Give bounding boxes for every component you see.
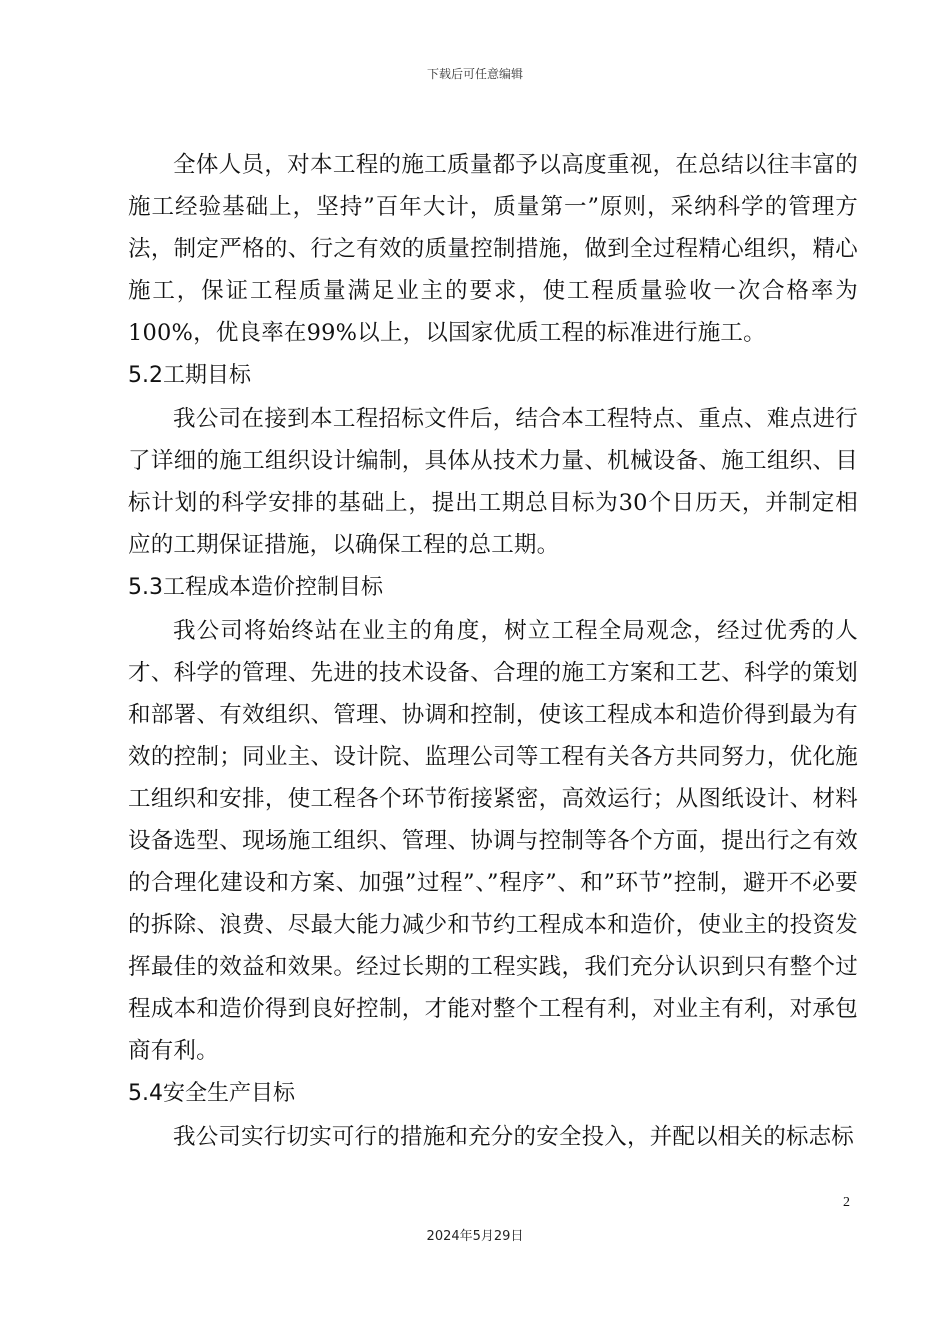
page-header: 下载后可任意编辑	[426, 67, 523, 81]
section-heading-schedule: 5.2工期目标	[128, 363, 251, 388]
intro-paragraph: 全体人员，对本工程的施工质量都予以高度重视，在总结以往丰富的施工经验基础上，坚持”百年大计，质量第一”原则，采纳科学的管理方法，制定严格的、行之有效的质量控制措施，做到全过程精心组织，精心施工，保证工程质量满足业主的要求，使工程质量验收一次合格率为100%，优良率在99%以上，以国家优质工程的标准进行施工。	[128, 152, 858, 346]
cost-paragraph: 我公司将始终站在业主的角度，树立工程全局观念，经过优秀的人才、科学的管理、先进的技术设备、合理的施工方案和工艺、科学的策划和部署、有效组织、管理、协调和控制，使该工程成本和造价得到最为有效的控制；同业主、设计院、监理公司等工程有关各方共同努力，优化施工组织和安排，使工程各个环节衔接紧密，高效运行；从图纸设计、材料设备选型、现场施工组织、管理、协调与控制等各个方面，提出行之有效的合理化建设和方案、加强”过程”、”程序”、和”环节”控制，避开不必要的拆除、浪费、尽最大能力减少和节约工程成本和造价，使业主的投资发挥最佳的效益和效果。经过长期的工程实践，我们充分认识到只有整个过程成本和造价得到良好控制，才能对整个工程有利，对业主有利，对承包商有利。	[128, 618, 858, 1064]
page-number: 2	[843, 1195, 850, 1210]
schedule-paragraph: 我公司在接到本工程招标文件后，结合本工程特点、重点、难点进行了详细的施工组织设计编制，具体从技术力量、机械设备、施工组织、目标计划的科学安排的基础上，提出工期总目标为30个日历天，并制定相应的工期保证措施，以确保工程的总工期。	[128, 406, 858, 558]
safety-paragraph: 我公司实行切实可行的措施和充分的安全投入，并配以相关的标志标	[173, 1124, 855, 1150]
page-footer-date: 2024年5月29日	[426, 1229, 524, 1244]
section-heading-cost: 5.3工程成本造价控制目标	[128, 575, 383, 600]
document-body	[128, 144, 858, 1158]
section-heading-safety: 5.4安全生产目标	[128, 1081, 295, 1106]
